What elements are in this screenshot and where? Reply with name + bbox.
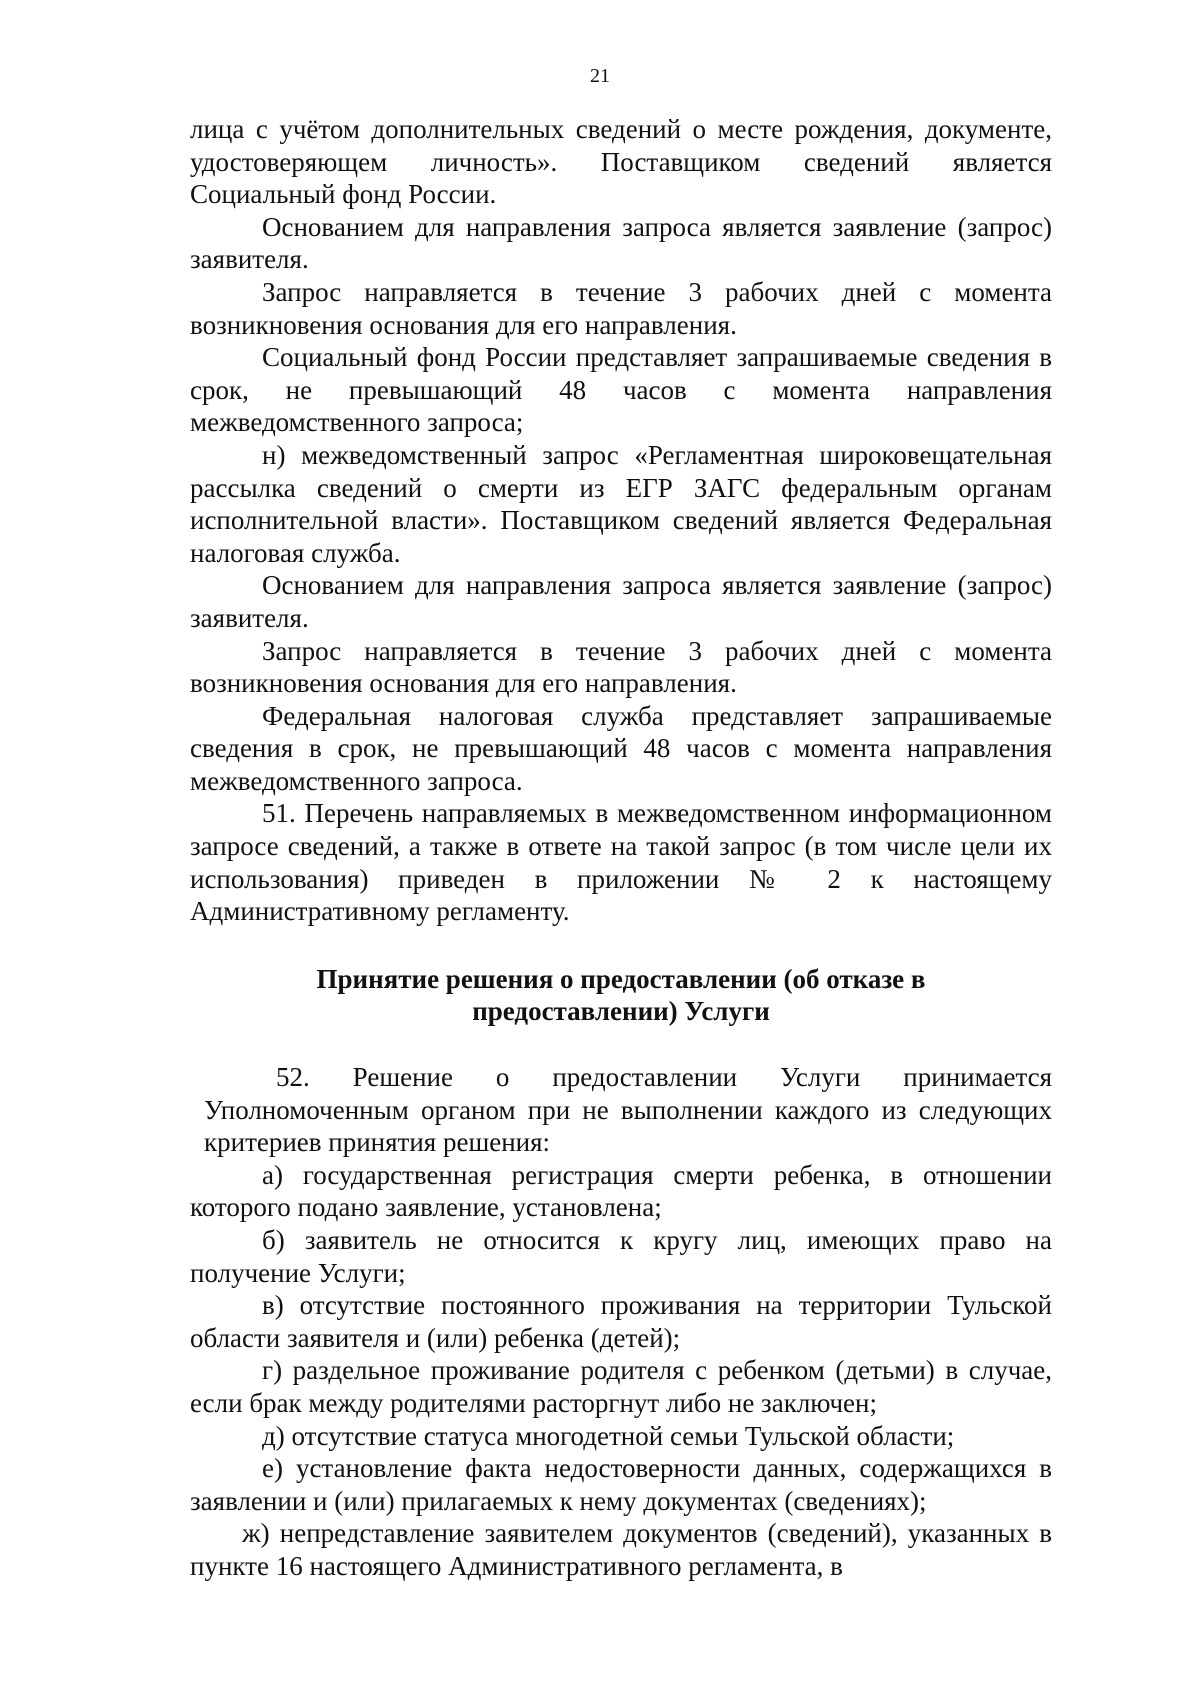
criterion-d: д) отсутствие статуса многодетной семьи Тульской области;: [262, 1420, 955, 1451]
paragraph: лица с учётом дополнительных сведений о месте рождения, документе, удостоверяющем личность». Поставщиком сведений является Социальный фонд России.: [190, 114, 1052, 210]
criterion-v: в) отсутствие постоянного проживания на территории Тульской области заявителя и (или) ребенка (детей);: [190, 1290, 1052, 1353]
criterion-g: г) раздельное проживание родителя с ребенком (детьми) в случае, если брак между родителями расторгнут либо не заключен;: [190, 1355, 1052, 1418]
criterion-zh: ж) непредставление заявителем документов (сведений), указанных в пункте 16 настоящего Административного регламента, в: [190, 1518, 1052, 1581]
paragraph-51: 51. Перечень направляемых в межведомственном информационном запросе сведений, а также в ответе на такой запрос (в том числе цели их использования) приведен в приложении № 2 к настоящему Административному регламенту.: [190, 798, 1052, 927]
document-body: [190, 113, 1052, 1583]
paragraph: Социальный фонд России представляет запрашиваемые сведения в срок, не превышающий 48 часов с момента направления межведомственного запроса;: [190, 342, 1052, 438]
page-number: 21: [590, 65, 610, 87]
paragraph-52: 52. Решение о предоставлении Услуги принимается Уполномоченным органом при не выполнении каждого из следующих критериев принятия решения:: [204, 1062, 1052, 1158]
paragraph: Основанием для направления запроса является заявление (запрос) заявителя.: [190, 211, 1052, 275]
paragraph: Запрос направляется в течение 3 рабочих дней с момента возникновения основания для его направления.: [190, 635, 1052, 699]
paragraph: Основанием для направления запроса является заявление (запрос) заявителя.: [190, 570, 1052, 633]
criterion-a: а) государственная регистрация смерти ребенка, в отношении которого подано заявление, установлена;: [190, 1159, 1052, 1223]
paragraph: Федеральная налоговая служба представляет запрашиваемые сведения в срок, не превышающий 48 часов с момента направления межведомственного запроса.: [190, 700, 1052, 796]
criterion-b: б) заявитель не относится к кругу лиц, имеющих право на получение Услуги;: [190, 1225, 1052, 1288]
criterion-e: е) установление факта недостоверности данных, содержащихся в заявлении и (или) прилагаемых к нему документах (сведениях);: [190, 1453, 1052, 1516]
section-heading: Принятие решения о предоставлении (об отказе в предоставлении) Услуги: [316, 963, 926, 1027]
paragraph: Запрос направляется в течение 3 рабочих дней с момента возникновения основания для его направления.: [190, 276, 1052, 340]
list-item-n: н) межведомственный запрос «Регламентная широковещательная рассылка сведений о смерти из ЕГР ЗАГС федеральным органам исполнительной власти». Поставщиком сведений является Федеральная налоговая служба.: [190, 439, 1052, 568]
